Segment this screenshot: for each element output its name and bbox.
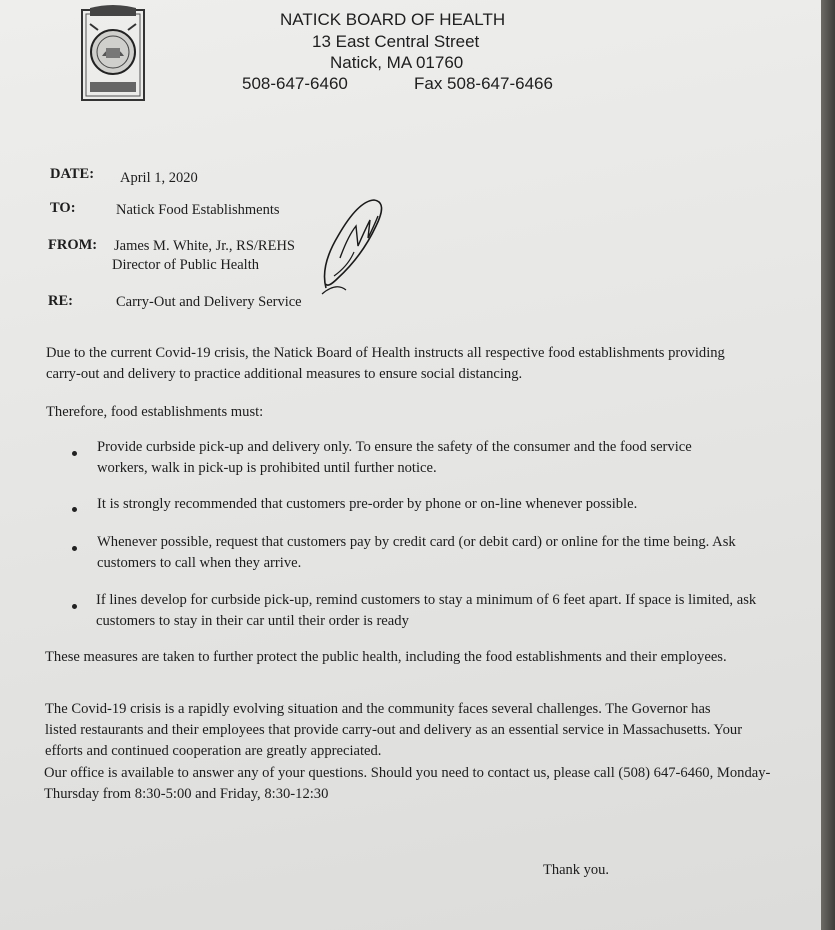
bullet-item: Whenever possible, request that customers pay by credit card (or debit card) or online for the time being. Ask customers to call when they arrive. <box>97 534 736 571</box>
org-street: 13 East Central Street <box>312 32 480 51</box>
to-value: Natick Food Establishments <box>116 202 280 218</box>
must-paragraph: Therefore, food establishments must: <box>46 404 264 420</box>
closing-text: Thank you. <box>543 862 610 878</box>
org-fax: Fax 508-647-6466 <box>414 74 553 93</box>
from-name: James M. White, Jr., RS/REHS <box>114 238 295 254</box>
org-phone: 508-647-6460 <box>242 74 348 93</box>
intro-paragraph: Due to the current Covid-19 crisis, the Natick Board of Health instructs all respective food establishments providing carry-out and delivery to practice additional measures to ensure social distancing. <box>46 345 725 382</box>
date-label: DATE: <box>50 166 95 182</box>
measures-paragraph: These measures are taken to further protect the public health, including the food establishments and their employees. <box>45 649 727 665</box>
from-title: Director of Public Health <box>112 257 259 273</box>
bullet-item: If lines develop for curbside pick-up, remind customers to stay a minimum of 6 feet apart. If space is limited, ask customers to stay in their car until their order is ready <box>96 592 757 629</box>
bullet-dot <box>72 604 77 609</box>
org-name: NATICK BOARD OF HEALTH <box>280 10 506 29</box>
bullet-dot <box>72 507 77 512</box>
bullet-item: It is strongly recommended that customers pre-order by phone or on-line whenever possible. <box>97 496 638 512</box>
bullet-item: Provide curbside pick-up and delivery only. To ensure the safety of the consumer and the food service workers, walk in pick-up is prohibited until further notice. <box>97 439 692 476</box>
to-label: TO: <box>50 200 76 216</box>
bullet-dot <box>72 546 77 551</box>
re-value: Carry-Out and Delivery Service <box>116 294 302 310</box>
table-edge <box>821 0 835 930</box>
from-label: FROM: <box>48 237 98 253</box>
office-paragraph: Our office is available to answer any of your questions. Should you need to contact us, please call (508) 647-6460, Monday-Thursday from 8:30-5:00 and Friday, 8:30-12:30 <box>44 765 771 802</box>
org-city: Natick, MA 01760 <box>330 53 464 72</box>
date-value: April 1, 2020 <box>120 170 198 186</box>
re-label: RE: <box>48 293 73 309</box>
bullet-dot <box>72 451 77 456</box>
town-seal-icon <box>80 4 146 104</box>
crisis-paragraph: The Covid-19 crisis is a rapidly evolving situation and the community faces several challenges. The Governor has listed restaurants and their employees that provide carry-out and delivery as an essential service in Massachusetts. Your efforts and continued cooperation are greatly appreciated. <box>45 701 743 759</box>
handwritten-signature-icon <box>318 196 388 296</box>
